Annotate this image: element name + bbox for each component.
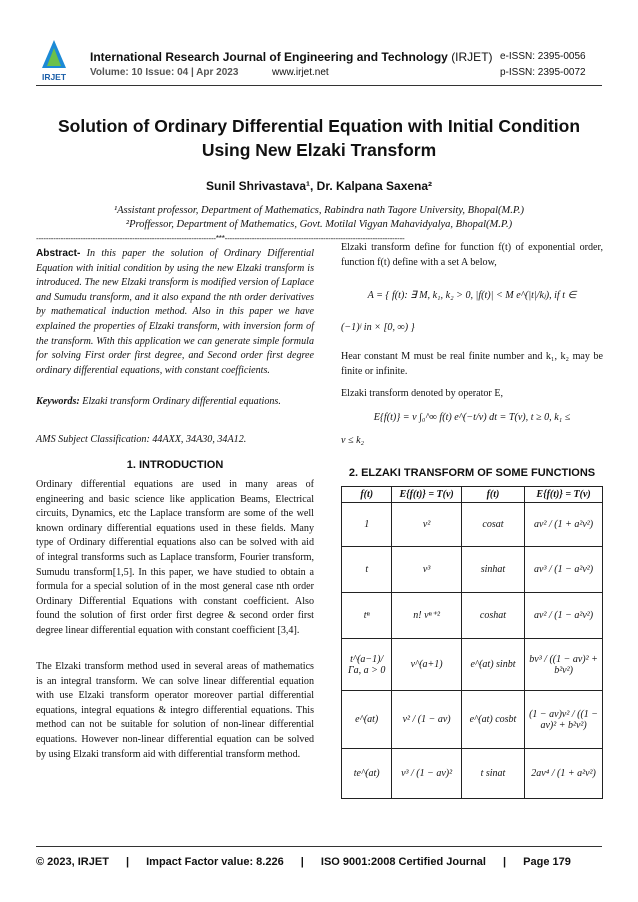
affiliation-2: ²Proffessor, Department of Mathematics, Govt. Motilal Vigyan Mahavidyalya, Bhopal(M.P.): [125, 219, 513, 230]
table-cell: e^(at) sinbt: [461, 639, 524, 691]
table-header: E{f(t)} = T(v): [392, 487, 461, 503]
table-cell: 2av⁴ / (1 + a²v²): [525, 749, 603, 799]
footer-page-number: Page 179: [523, 856, 571, 868]
table-cell: v³: [392, 547, 461, 593]
table-row: [342, 547, 603, 593]
separator-line: -------------------------------------------------------------------------***-------------------------------------------------------------------------: [36, 234, 405, 243]
table-cell: v² / (1 − av): [392, 691, 461, 749]
table-cell: sinhat: [461, 547, 524, 593]
keywords-label: Keywords:: [36, 396, 80, 407]
table-cell: 1: [342, 503, 392, 547]
table-cell: t: [342, 547, 392, 593]
irjet-logo: [40, 38, 68, 84]
elzaki-definition-line-2: v ≤ k₂: [341, 435, 365, 446]
elzaki-transform-table: [341, 486, 603, 799]
abstract-label: Abstract-: [36, 248, 81, 259]
set-a-equation-line-2: (−1)ʲ in × [0, ∞) }: [341, 322, 415, 333]
p-issn: p-ISSN: 2395-0072: [500, 67, 586, 78]
table-cell: cosat: [461, 503, 524, 547]
table-row: [342, 503, 603, 547]
elzaki-definition-line-1: E{f(t)} = v ∫₀^∞ f(t) e^(−t/v) dt = T(v), t ≥ 0, k₁ ≤: [373, 412, 571, 423]
journal-name: [90, 50, 493, 64]
table-header: f(t): [461, 487, 524, 503]
abstract-text: In this paper the solution of Ordinary Differential Equation with initial condition by using the new Elzaki transform is introduced. The new Elzaki transform is modified version of Laplace and Sumudu transform, and it also expand the nth order derivatives by mathematical induction method. Also in this paper we have explained the properties of Elzaki transform, with inversion form of the transform. With this application we can generate simple formula for solving First order first degree, and Second order first degree ordinary differential equations, with constant coefficients.: [36, 248, 314, 376]
volume-info: Volume: 10 Issue: 04 | Apr 2023: [90, 67, 239, 78]
page-footer: [36, 856, 602, 868]
footer-impact-factor: Impact Factor value: 8.226: [146, 856, 284, 868]
table-header-row: [342, 487, 603, 503]
journal-title: International Research Journal of Engineering and Technology: [90, 50, 448, 64]
table-row: [342, 691, 603, 749]
table-header: f(t): [342, 487, 392, 503]
right-paragraph-2: Hear constant M must be real finite number and k₁, k₂ may be finite or infinite.: [341, 351, 603, 377]
paper-authors: Sunil Shrivastava¹, Dr. Kalpana Saxena²: [205, 179, 433, 193]
table-cell: av² / (1 − a²v²): [525, 593, 603, 639]
table-cell: v³ / (1 − av)²: [392, 749, 461, 799]
keywords-text: Elzaki transform Ordinary differential equations.: [79, 396, 281, 407]
footer-rule: [36, 846, 602, 847]
ams-text: AMS Subject Classification: 44AXX, 34A30, 34A12.: [36, 434, 247, 445]
section-1-heading: 1. INTRODUCTION: [126, 459, 224, 471]
table-cell: e^(at) cosbt: [461, 691, 524, 749]
footer-copyright: © 2023, IRJET: [36, 856, 109, 868]
table-row: [342, 593, 603, 639]
right-paragraph-1: Elzaki transform define for function f(t) of exponential order, function f(t) define with a set A below,: [341, 242, 603, 268]
table-cell: v²: [392, 503, 461, 547]
table-cell: bv³ / ((1 − av)² + b²v²): [525, 639, 603, 691]
table-cell: (1 − av)v² / ((1 − av)² + b²v²): [525, 691, 603, 749]
table-cell: coshat: [461, 593, 524, 639]
section-2-heading: 2. ELZAKI TRANSFORM OF SOME FUNCTIONS: [348, 467, 596, 479]
table-cell: tⁿ: [342, 593, 392, 639]
table-row: [342, 639, 603, 691]
website-link[interactable]: www.irjet.net: [272, 67, 329, 78]
footer-divider: |: [503, 856, 507, 868]
set-a-equation-line-1: A = { f(t): ∃ M, k₁, k₂ > 0, |f(t)| < M e^(|t|/kⱼ), if t ∈: [367, 290, 577, 301]
header-rule: [36, 85, 602, 86]
affiliation-1: ¹Assistant professor, Department of Mathematics, Rabindra nath Tagore University, Bhopal(M.P.): [113, 205, 525, 216]
abstract: [36, 247, 314, 378]
footer-divider: |: [300, 856, 304, 868]
ams-classification: [36, 433, 314, 448]
table-cell: t sinat: [461, 749, 524, 799]
table-cell: av³ / (1 − a²v²): [525, 547, 603, 593]
table-row: [342, 749, 603, 799]
table-cell: e^(at): [342, 691, 392, 749]
logo-text: IRJET: [41, 72, 67, 82]
table-cell: te^(at): [342, 749, 392, 799]
keywords: [36, 395, 314, 410]
footer-iso: ISO 9001:2008 Certified Journal: [320, 856, 486, 868]
table-cell: t^(a−1)/Γa, a > 0: [342, 639, 392, 691]
journal-abbr: (IRJET): [451, 50, 493, 64]
intro-paragraph-2: The Elzaki transform method used in several areas of mathematics is an integral transform. We can solve linear differential equation with use Elzaki transform operator moreover partial differential equations, integral equations & integro differential equations. This method can not be suitable for solution of non-linear differential equations. However non-linear differential equation can be solved by using Elzaki transform aid with differential transform method.: [36, 661, 314, 760]
table-cell: n! vⁿ⁺²: [392, 593, 461, 639]
table-cell: av² / (1 + a²v²): [525, 503, 603, 547]
paper-title: Solution of Ordinary Differential Equation with Initial Condition Using New Elzaki Transform: [57, 116, 581, 160]
e-issn: e-ISSN: 2395-0056: [500, 51, 586, 62]
table-header: E{f(t)} = T(v): [525, 487, 603, 503]
intro-paragraph-1: Ordinary differential equations are used in many areas of engineering and basic science like application Beams, Electrical circuits, Dynamics, etc the Laplace transform are some of the well known ordinary differential equations used in these fields. Many type of Ordinary differential equations also can be solved with aid of integral transforms such as Laplace transform, Fourier transform, Sumudu transform[1,5]. In this paper, we have studied to obtain a formula for a special solution of in the most general case nth order Ordinary Differential Equations with constant coefficient. Also found the solution of first order first degree & second order first degree linear differential equation with constant coefficient [3,4].: [36, 479, 314, 636]
right-paragraph-3: Elzaki transform denoted by operator E,: [341, 388, 504, 399]
footer-divider: |: [125, 856, 130, 868]
table-cell: v^(a+1): [392, 639, 461, 691]
